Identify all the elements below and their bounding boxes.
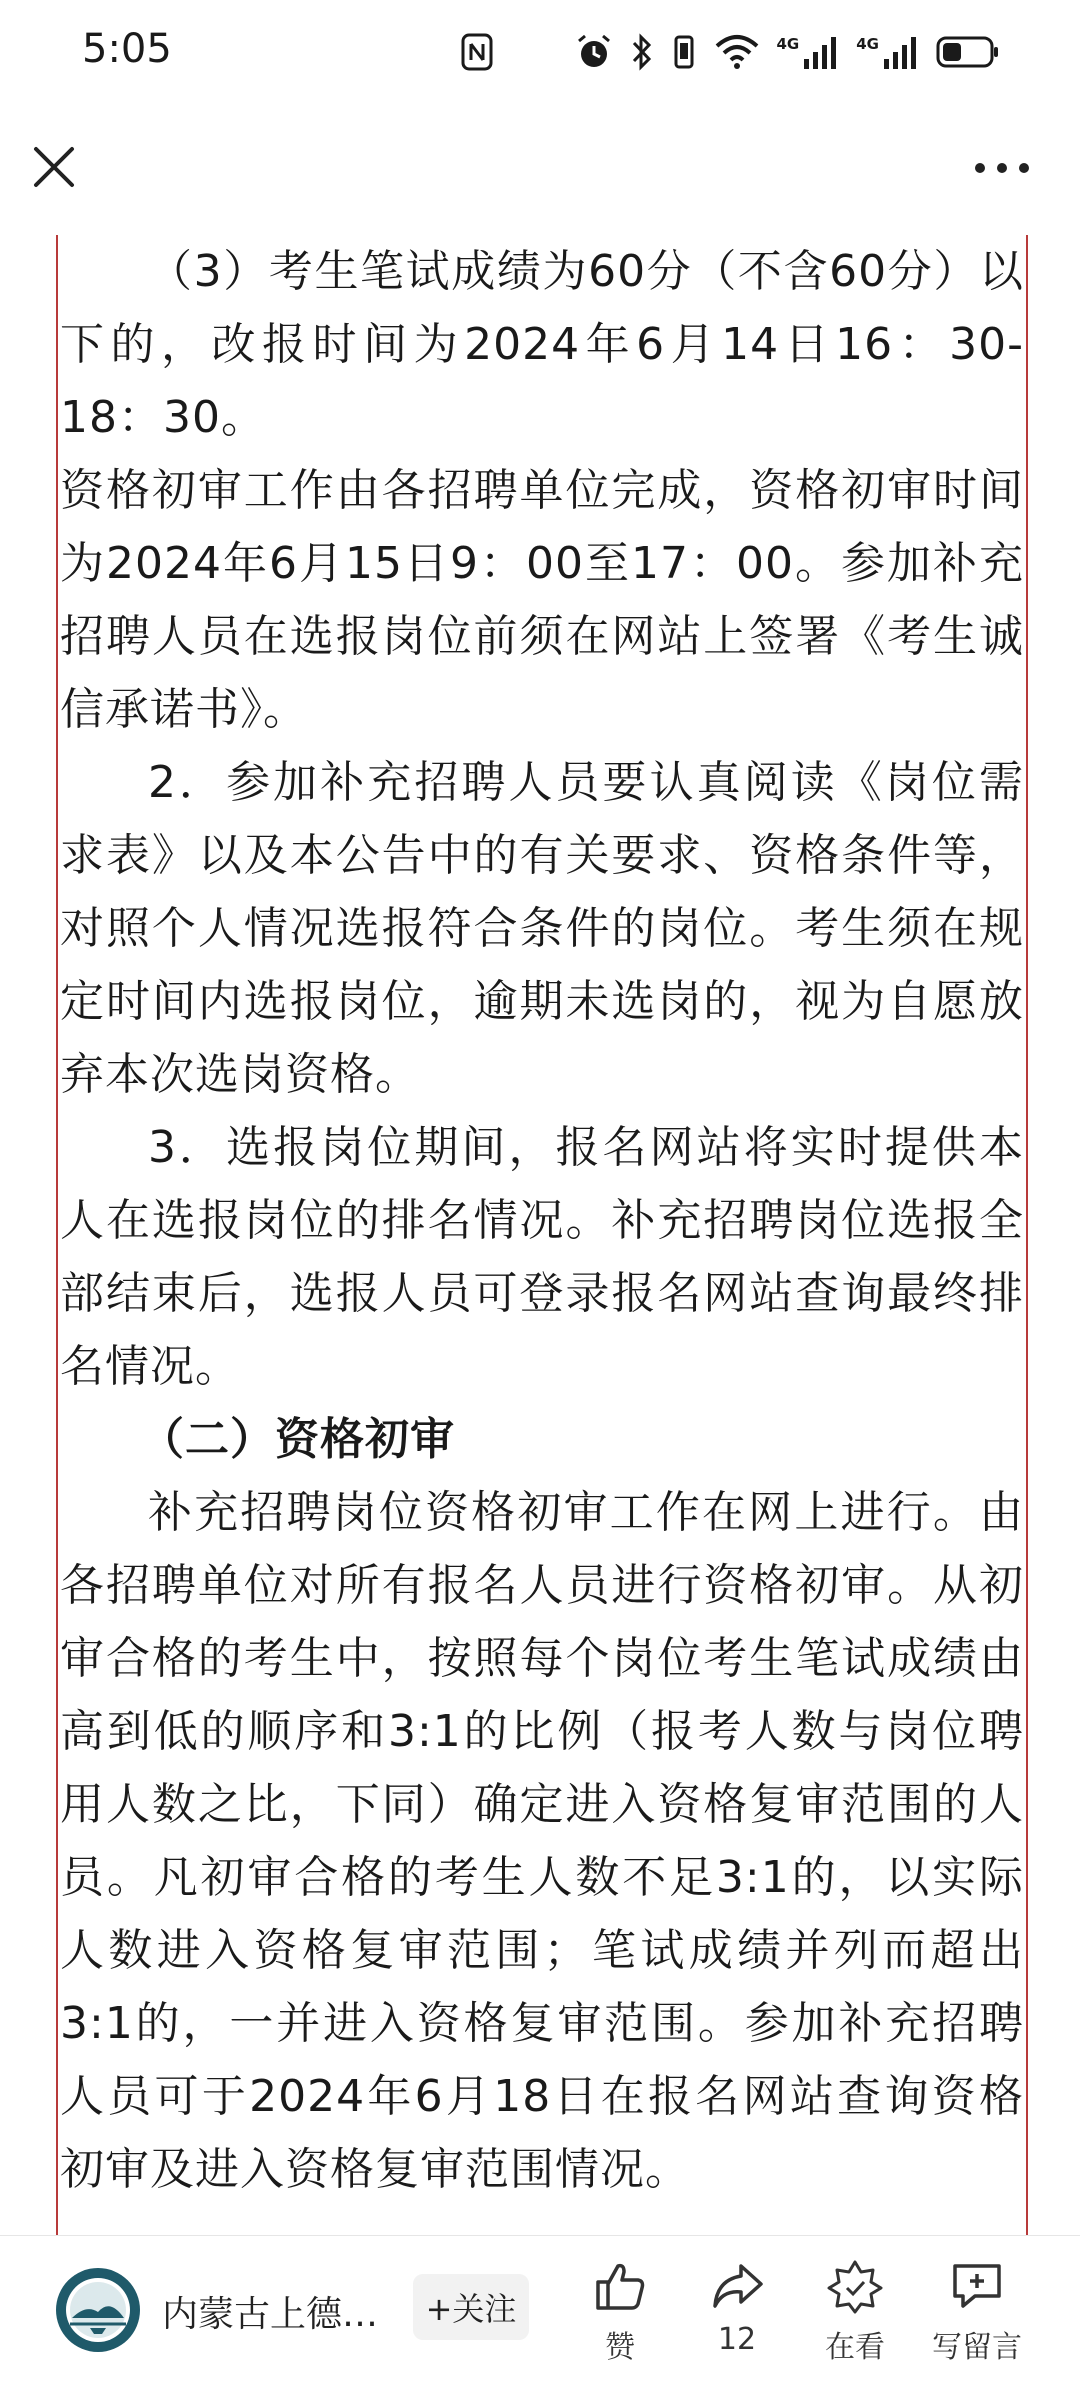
- star-badge-icon: [827, 2258, 883, 2314]
- top-nav: [0, 105, 1080, 235]
- share-icon: [709, 2258, 765, 2314]
- close-icon: [28, 141, 80, 193]
- account-name[interactable]: 内蒙古上德…: [162, 2294, 379, 2335]
- bluetooth-icon: [631, 33, 653, 71]
- article-paragraph: 2．参加补充招聘人员要认真阅读《岗位需求表》以及本公告中的有关要求、资格条件等，对照个人情况选报符合条件的岗位。考生须在规定时间内选报岗位，逾期未选岗的，视为自愿放弃本次选岗资格。: [60, 757, 1024, 1100]
- follow-button[interactable]: +关注: [413, 2274, 529, 2340]
- vibrate-icon: [671, 33, 697, 71]
- more-button[interactable]: [972, 153, 1032, 183]
- battery-icon: [936, 35, 1000, 69]
- article-paragraph: 资格初审工作由各招聘单位完成，资格初审时间为2024年6月15日9：00至17：00。参加补充招聘人员在选报岗位前须在网站上签署《考生诚信承诺书》。: [60, 465, 1024, 735]
- article-content: [56, 235, 1028, 2235]
- more-icon: [972, 153, 1032, 183]
- bottom-bar: [0, 2235, 1080, 2391]
- article-paragraph: 补充招聘岗位资格初审工作在网上进行。由各招聘单位对所有报名人员进行资格初审。从初审合格的考生中，按照每个岗位考生笔试成绩由高到低的顺序和3:1的比例（报考人数与岗位聘用人数之比，下同）确定进入资格复审范围的人员。凡初审合格的考生人数不足3:1的，以实际人数进入资格复审范围；笔试成绩并列而超出3:1的，一并进入资格复审范围。参加补充招聘人员可于2024年6月18日在报名网站查询资格初审及进入资格复审范围情况。: [60, 1487, 1024, 2195]
- like-label: 赞: [605, 2330, 635, 2365]
- watching-button[interactable]: [795, 2258, 915, 2366]
- account-logo-icon: [56, 2268, 140, 2352]
- comment-button[interactable]: [917, 2258, 1037, 2366]
- alarm-icon: [575, 33, 613, 71]
- article-paragraph: 3．选报岗位期间，报名网站将实时提供本人在选报岗位的排名情况。补充招聘岗位选报全部结束后，选报人员可登录报名网站查询最终排名情况。: [60, 1122, 1024, 1392]
- account-avatar[interactable]: [56, 2268, 140, 2352]
- status-time: 5:05: [82, 26, 172, 72]
- status-icons: [575, 30, 1001, 74]
- wifi-icon: [715, 34, 759, 70]
- signal-4g-icon: 4G: [856, 35, 918, 69]
- thumbs-up-icon: [592, 2258, 648, 2314]
- signal-4g-icon: 4G: [777, 35, 839, 69]
- article-paragraph: （3）考生笔试成绩为60分（不含60分）以下的，改报时间为2024年6月14日16：30-18：30。: [60, 246, 1024, 443]
- share-button[interactable]: [677, 2258, 797, 2357]
- status-bar: [0, 0, 1080, 105]
- like-button[interactable]: [560, 2258, 680, 2366]
- nfc-icon: [460, 32, 494, 76]
- share-count: 12: [717, 2322, 757, 2357]
- section-heading: （二）资格初审: [140, 1414, 455, 1465]
- comment-label: 写留言: [932, 2330, 1022, 2365]
- watching-label: 在看: [825, 2330, 885, 2365]
- comment-icon: [949, 2258, 1005, 2314]
- close-button[interactable]: [28, 141, 80, 193]
